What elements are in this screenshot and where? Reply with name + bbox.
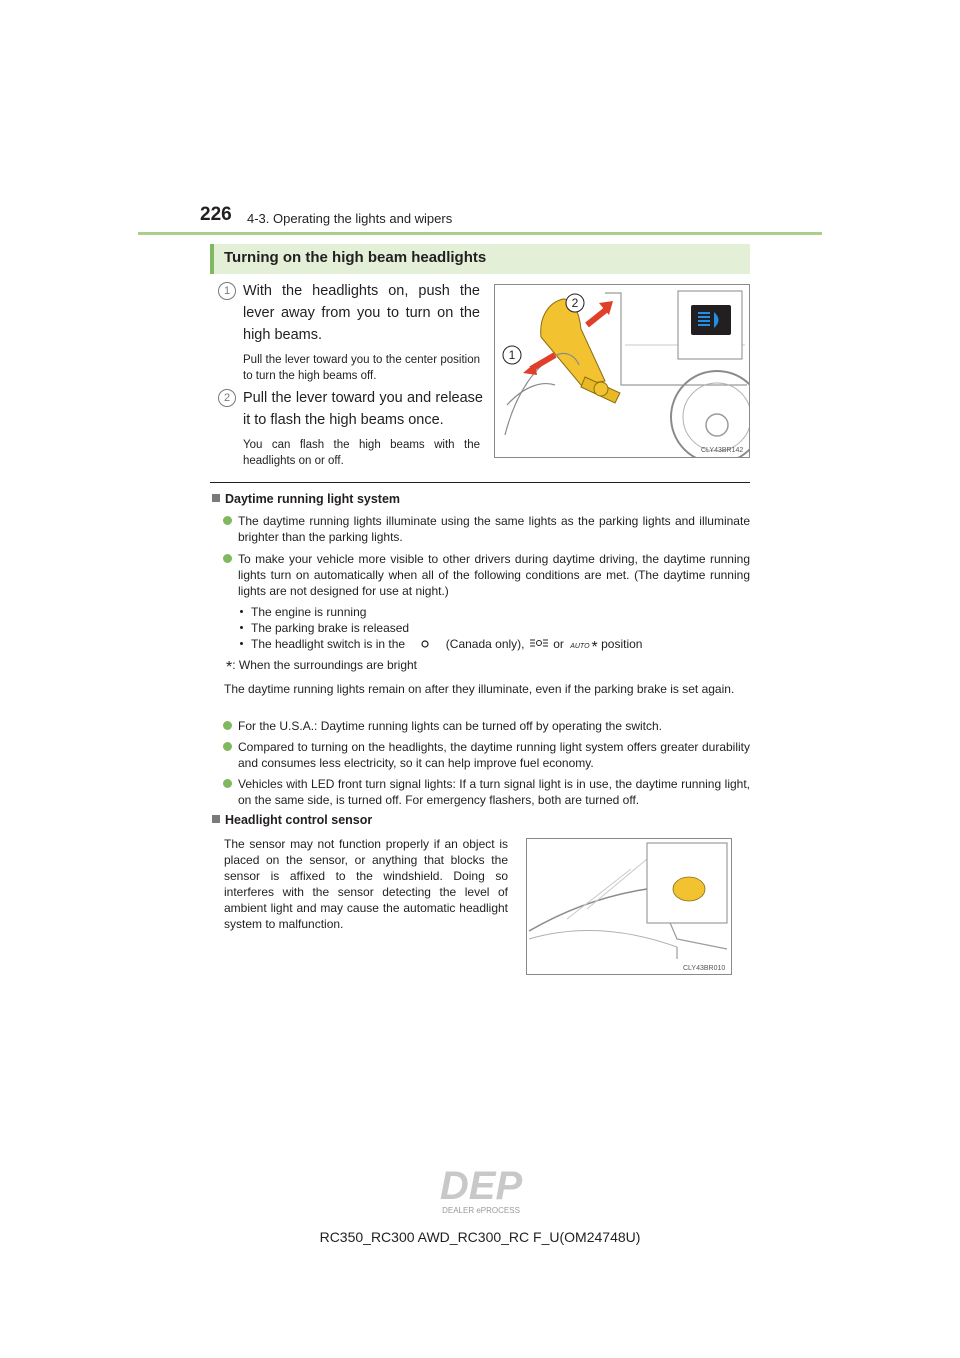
drl-bullet-3 xyxy=(238,718,750,734)
switch-condition-prefix: The headlight switch is in the xyxy=(251,637,406,651)
drl-bullet-4-text: Compared to turning on the headlights, the daytime running light system offers greater durability and consumes less electricity, so it can help improve fuel economy. xyxy=(238,740,750,770)
drl-note: The daytime running lights remain on after they illuminate, even if the parking brake is set again. xyxy=(224,682,735,696)
step-number-1: 1 xyxy=(218,282,236,300)
sensor-figure-svg xyxy=(527,839,731,974)
bullet-dot-icon xyxy=(223,742,232,751)
drl-bullet-1-text: The daytime running lights illuminate using the same lights as the parking lights and illuminate brighter than the parking lights. xyxy=(238,514,750,544)
figure-code-1: CLY43BR142 xyxy=(701,447,744,454)
headlight-lever-illustration xyxy=(494,284,750,458)
switch-condition-or: or xyxy=(553,637,564,651)
step-2-text: Pull the lever toward you and release it to flash the high beams once. xyxy=(243,390,483,428)
dealer-eprocess-logo xyxy=(415,1163,547,1219)
drl-condition-1 xyxy=(240,604,366,620)
step-number-2: 2 xyxy=(218,389,236,407)
condition-dot-icon xyxy=(240,642,243,645)
bullet-dot-icon xyxy=(223,779,232,788)
step-2-note: You can flash the high beams with the headlights on or off. xyxy=(243,439,480,467)
drl-condition-2 xyxy=(240,620,409,636)
square-bullet-icon xyxy=(212,494,220,502)
switch-condition-canada: (Canada only), xyxy=(445,637,525,651)
section-heading-text: Turning on the high beam headlights xyxy=(224,249,487,266)
condition-dot-icon xyxy=(240,626,243,629)
sensor-text: The sensor may not function properly if an object is placed on the sensor, or anything that blocks the sensor is affixed to the windshield. Doing so interferes with the sensor detecting the level of ambient light and may cause the automatic headlight system to malfunction. xyxy=(224,837,508,931)
headlight-switch-icon xyxy=(528,637,550,649)
bullet-dot-icon xyxy=(223,721,232,730)
logo-text: DEP xyxy=(439,1164,523,1208)
drl-footnote-text: : When the surroundings are bright xyxy=(232,658,418,672)
bullet-dot-icon xyxy=(223,516,232,525)
condition-dot-icon xyxy=(240,610,243,613)
callout-2: 2 xyxy=(571,296,579,310)
drl-footnote xyxy=(226,657,417,676)
footnote-asterisk: * xyxy=(226,659,233,676)
drl-condition-2-text: The parking brake is released xyxy=(251,621,410,635)
drl-condition-1-text: The engine is running xyxy=(251,605,367,619)
drl-bullet-4 xyxy=(238,739,750,771)
page-number: 226 xyxy=(200,204,232,225)
drl-bullet-3-text: For the U.S.A.: Daytime running lights can be turned off by operating the switch. xyxy=(238,719,663,733)
drl-heading xyxy=(212,492,400,506)
parking-light-icon xyxy=(408,637,442,649)
auto-switch-icon: AUTO xyxy=(570,643,590,650)
section-title: 4-3. Operating the lights and wipers xyxy=(247,211,453,226)
drl-heading-text: Daytime running light system xyxy=(225,492,401,506)
drl-bullet-2-text: To make your vehicle more visible to other drivers during daytime driving, the daytime running lights turn on automatically when all of the following conditions are met. (The daytime running lights are not designed for use at night.) xyxy=(238,552,750,598)
section-heading xyxy=(210,244,750,274)
step-1-text: With the headlights on, push the lever away from you to turn on the high beams. xyxy=(243,283,480,343)
headlight-sensor-illustration xyxy=(526,838,732,975)
drl-bullet-5-text: Vehicles with LED front turn signal lights: If a turn signal light is in use, the daytime running light, on the same side, is turned off. For emergency flashers, both are turned off. xyxy=(238,777,750,807)
step-1-note: Pull the lever toward you to the center position to turn the high beams off. xyxy=(243,354,480,382)
switch-condition-suffix: position xyxy=(601,637,643,651)
document-code: RC350_RC300 AWD_RC300_RC F_U(OM24748U) xyxy=(319,1229,641,1245)
dep-logo-svg xyxy=(415,1163,547,1219)
sensor-heading xyxy=(212,813,372,827)
drl-bullet-5 xyxy=(238,776,750,808)
sensor-heading-text: Headlight control sensor xyxy=(225,813,373,827)
callout-1: 1 xyxy=(508,348,516,362)
section-separator xyxy=(210,482,750,483)
header-rule xyxy=(138,232,822,235)
lever-figure-svg xyxy=(495,285,749,457)
drl-condition-3 xyxy=(240,636,642,656)
square-bullet-icon xyxy=(212,815,220,823)
drl-bullet-2 xyxy=(238,551,750,599)
drl-bullet-1 xyxy=(238,513,750,545)
asterisk-mark: * xyxy=(591,639,598,656)
logo-subtext: DEALER ePROCESS xyxy=(442,1206,520,1215)
figure-code-2: CLY43BR010 xyxy=(683,965,726,972)
bullet-dot-icon xyxy=(223,554,232,563)
